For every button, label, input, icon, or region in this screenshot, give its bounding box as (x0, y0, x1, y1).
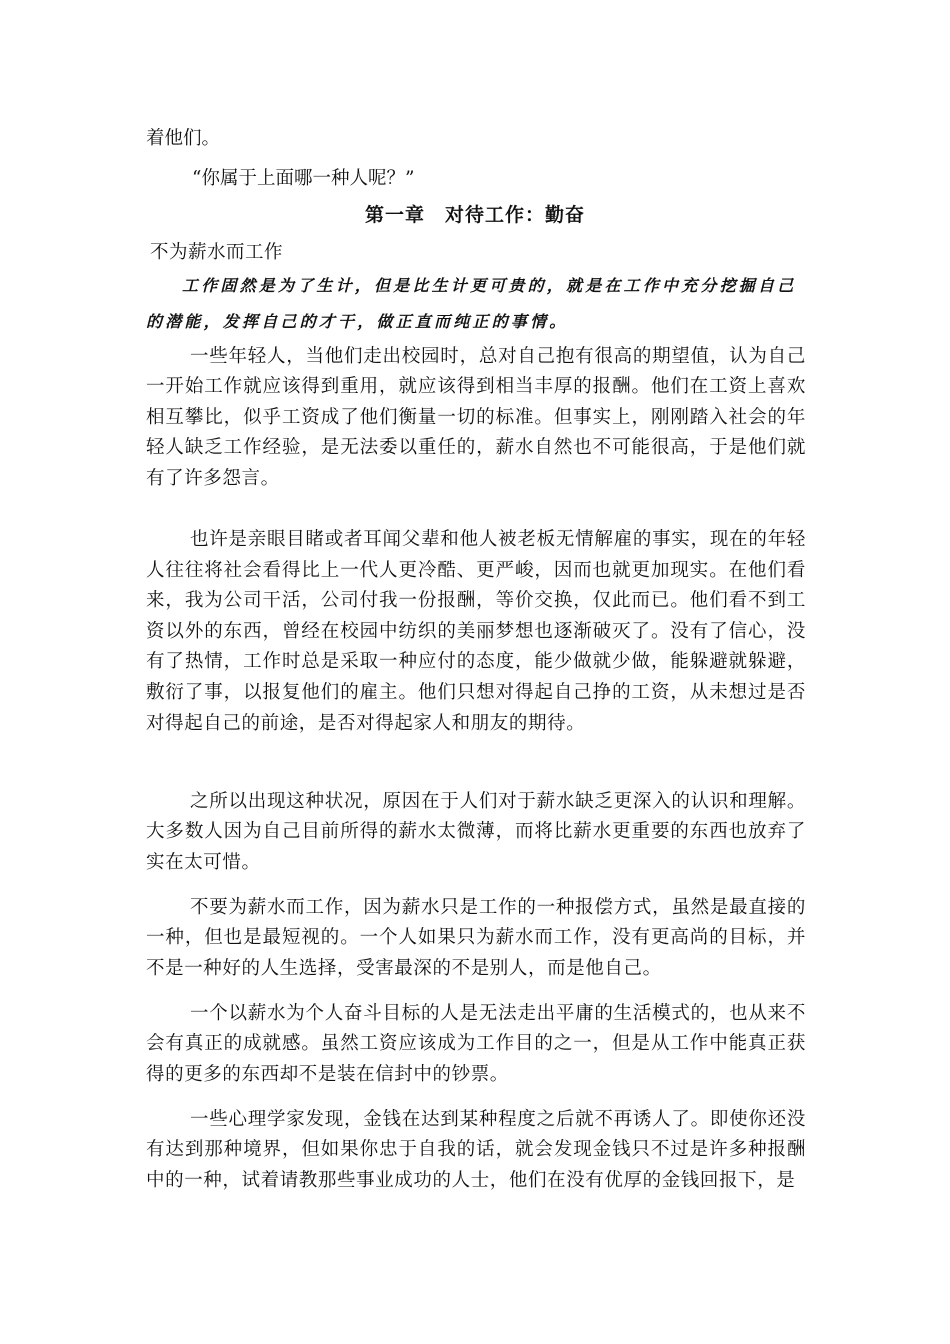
question-line: “你属于上面哪一种人呢？” (192, 168, 415, 189)
paragraph-5-block (146, 999, 806, 1090)
paragraph-6-block (146, 1105, 806, 1196)
paragraph: 不要为薪水而工作，因为薪水只是工作的一种报偿方式，虽然是最直接的一种，但也是最短视的。一个人如果只为薪水而工作，没有更高尚的目标，并不是一种好的人生选择，受害最深的不是别人，而是他自己。 (146, 897, 806, 979)
paragraph: 之所以出现这种状况，原因在于人们对于薪水缺乏更深入的认识和理解。大多数人因为自己目前所得的薪水太微薄，而将比薪水更重要的东西也放弃了实在太可惜。 (146, 791, 806, 873)
lead-paragraph: 工作固然是为了生计，但是比生计更可贵的，就是在工作中充分挖掘自己的潜能，发挥自己的才干，做正直而纯正的事情。 (146, 276, 797, 331)
paragraph: 也许是亲眼目睹或者耳闻父辈和他人被老板无情解雇的事实，现在的年轻人往往将社会看得比上一代人更冷酷、更严峻，因而也就更加现实。在他们看来，我为公司干活，公司付我一份报酬，等价交换，仅此而已。他们看不到工资以外的东西，曾经在校园中纺织的美丽梦想也逐渐破灭了。没有了信心，没有了热情，工作时总是采取一种应付的态度，能少做就少做，能躲避就躲避，敷衍了事，以报复他们的雇主。他们只想对得起自己挣的工资，从未想过是否对得起自己的前途，是否对得起家人和朋友的期待。 (146, 529, 806, 734)
paragraph-2-block (146, 525, 806, 739)
paragraph-3-block (146, 787, 806, 878)
paragraph: 一些年轻人，当他们走出校园时，总对自己抱有很高的期望值，认为自己一开始工作就应该得到重用，就应该得到相当丰厚的报酬。他们在工资上喜欢相互攀比，似乎工资成了他们衡量一切的标准。但事实上，刚刚踏入社会的年轻人缺乏工作经验，是无法委以重任的，薪水自然也不可能很高，于是他们就有了许多怨言。 (146, 346, 806, 489)
paragraph-1-block (146, 342, 806, 494)
section-title: 不为薪水而工作 (150, 242, 284, 263)
paragraph: 一个以薪水为个人奋斗目标的人是无法走出平庸的生活模式的，也从来不会有真正的成就感。虽然工资应该成为工作目的之一，但是从工作中能真正获得的更多的东西却不是装在信封中的钞票。 (146, 1003, 806, 1085)
paragraph: 一些心理学家发现，金钱在达到某种程度之后就不再诱人了。即使你还没有达到那种境界，但如果你忠于自我的话，就会发现金钱只不过是许多种报酬中的一种，试着请教那些事业成功的人士，他们在没有优厚的金钱回报下，是 (146, 1109, 806, 1191)
chapter-title: 第一章 对待工作：勤奋 (364, 204, 585, 226)
continuation-line: 着他们。 (146, 128, 221, 149)
paragraph-4-block (146, 893, 806, 984)
